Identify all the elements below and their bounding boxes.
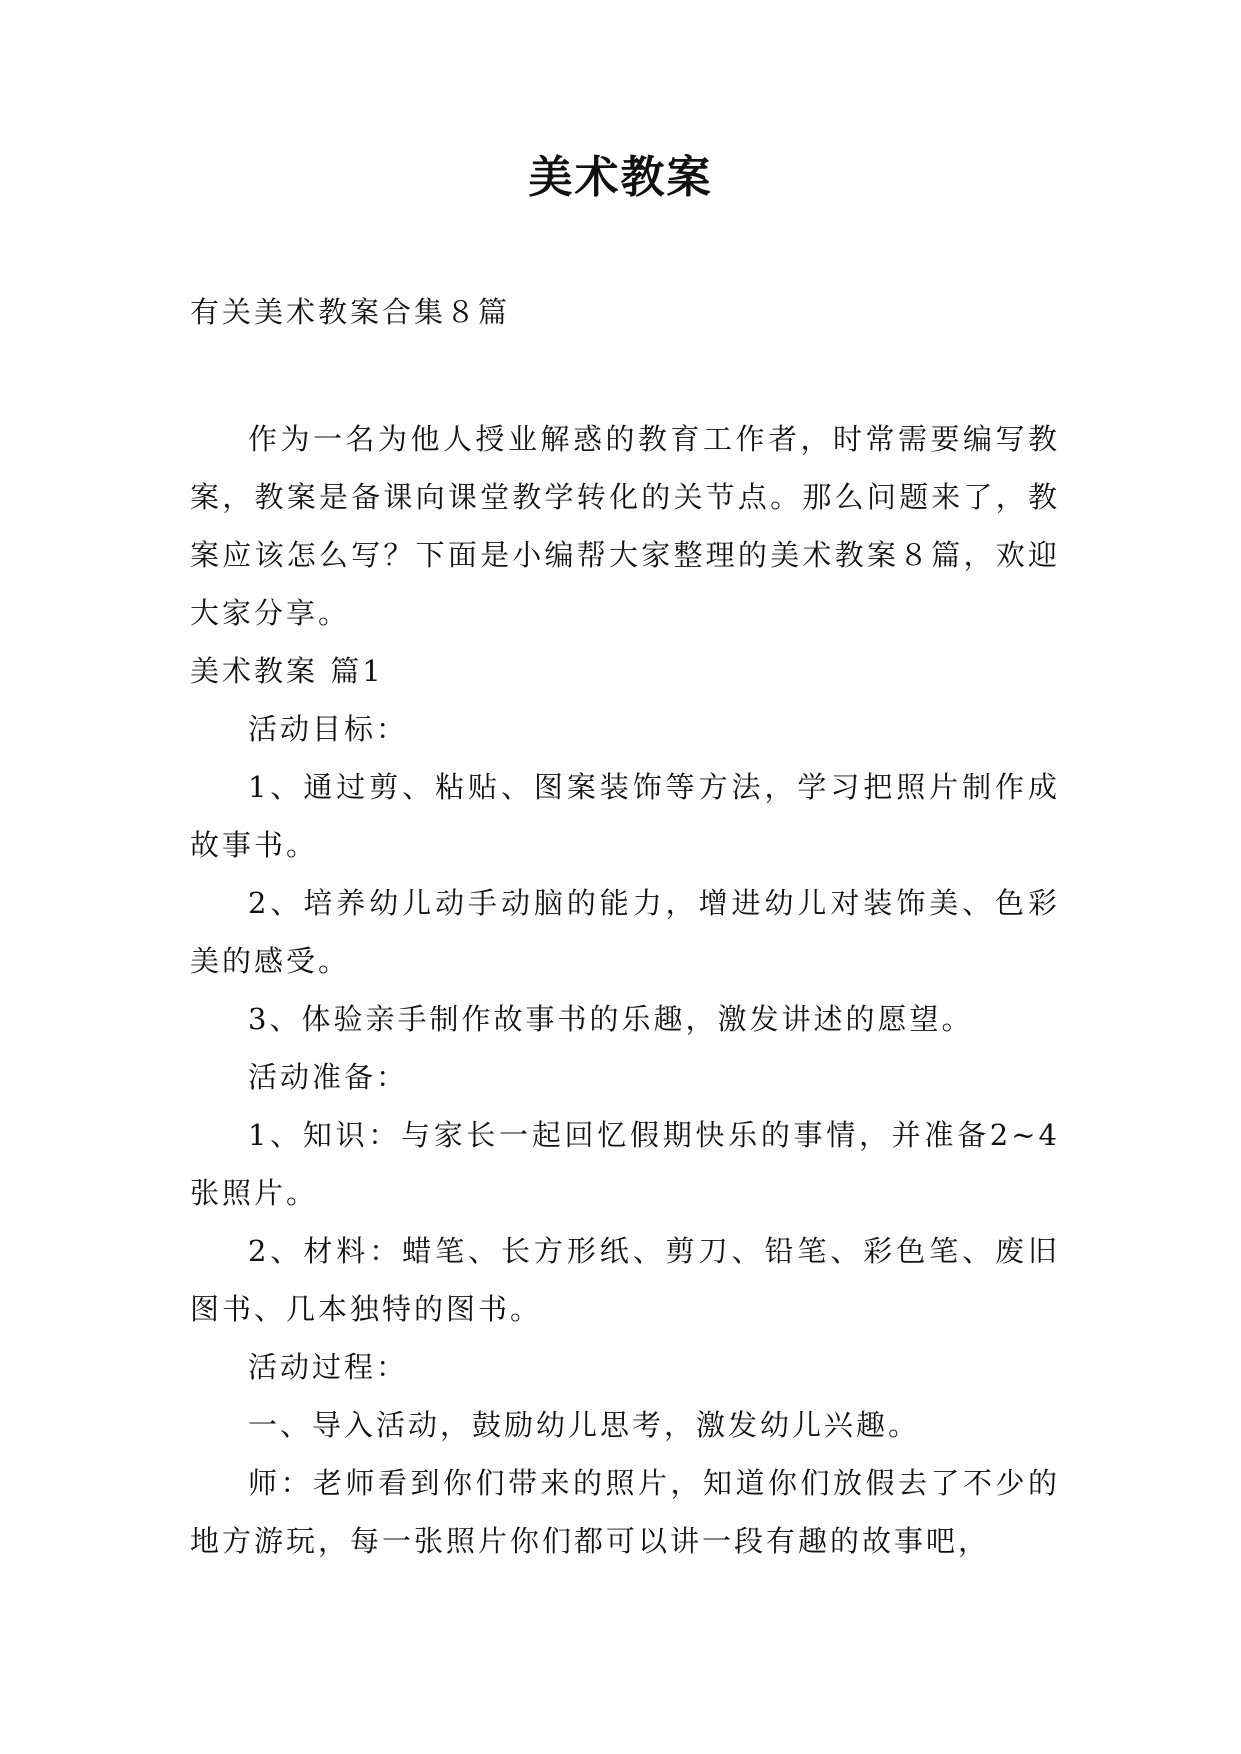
paragraph: 1、通过剪、粘贴、图案装饰等方法，学习把照片制作成故事书。 [190,770,1060,862]
paragraph: 3、体验亲手制作故事书的乐趣，激发讲述的愿望。 [248,1002,974,1036]
paragraph: 1、知识：与家长一起回忆假期快乐的事情，并准备2~4张照片。 [190,1118,1060,1210]
paragraph: 师：老师看到你们带来的照片，知道你们放假去了不少的地方游玩，每一张照片你们都可以讲一段有趣的故事吧， [190,1466,1060,1558]
paragraph: 活动目标： [248,712,409,746]
paragraph: 作为一名为他人授业解惑的教育工作者，时常需要编写教案，教案是备课向课堂教学转化的关节点。那么问题来了，教案应该怎么写？下面是小编帮大家整理的美术教案８篇，欢迎大家分享。 [190,422,1060,630]
document-title: 美术教案 [528,152,713,203]
paragraph: 2、培养幼儿动手动脑的能力，增进幼儿对装饰美、色彩美的感受。 [190,886,1060,978]
paragraph: 美术教案 篇1 [190,654,384,688]
paragraph: 2、材料：蜡笔、长方形纸、剪刀、铅笔、彩色笔、废旧图书、几本独特的图书。 [190,1234,1060,1326]
document-body [190,410,1060,1570]
paragraph: 一、导入活动，鼓励幼儿思考，激发幼儿兴趣。 [248,1408,921,1442]
paragraph: 活动过程： [248,1350,409,1384]
paragraph: 活动准备： [248,1060,409,1094]
document-subtitle: 有关美术教案合集８篇 [190,295,511,329]
